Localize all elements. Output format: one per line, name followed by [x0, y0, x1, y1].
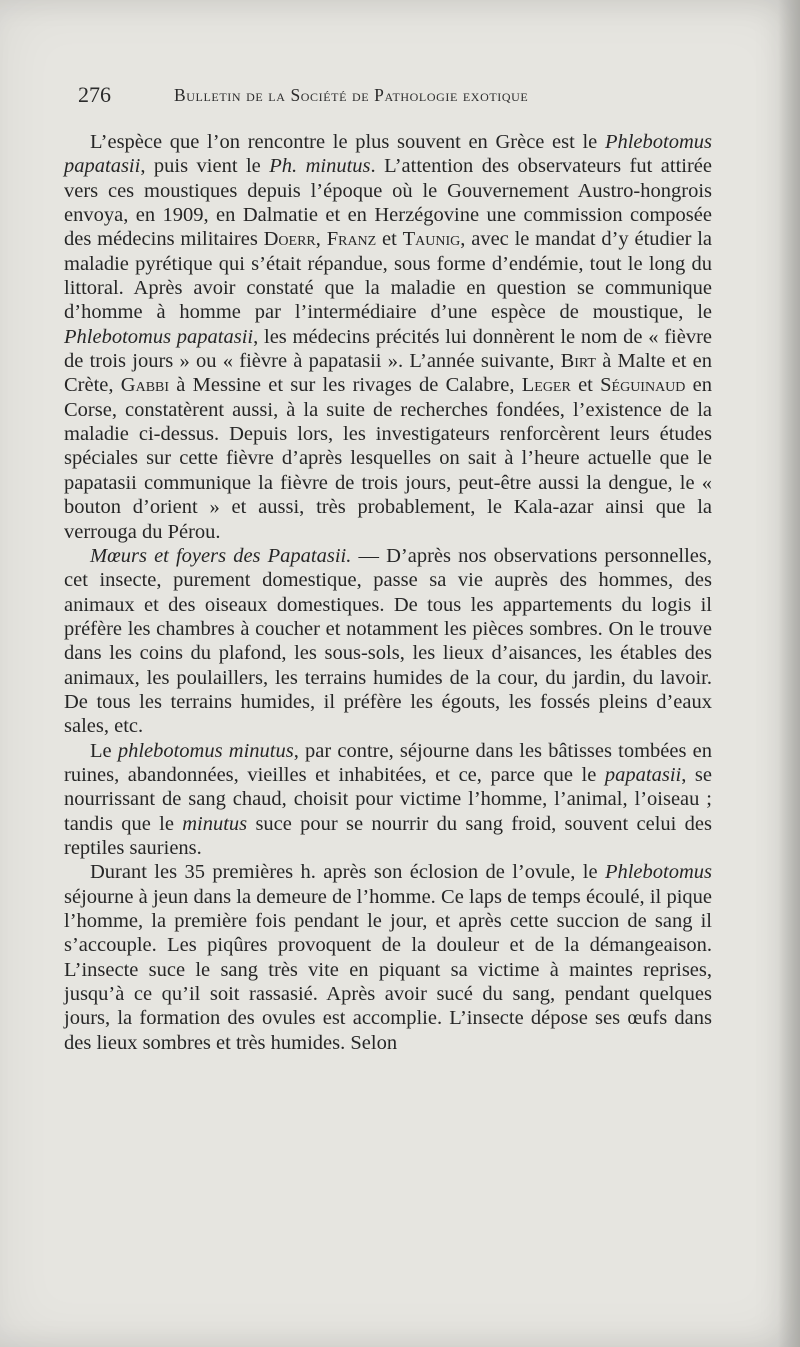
text-run: Le: [90, 739, 118, 762]
text-run: séjourne à jeun dans la demeure de l’homme. Ce laps de temps écoulé, il pique l’homme, la première fois pendant le jour, et après cette succion de sang il s’accouple. Les piqûres provoquent de la douleur et de la démangeaison. L’insecte suce le sang très vite en piquant sa victime à maintes reprises, jusqu’à ce qu’il soit rassasié. Après avoir sucé du sang, pendant quelques jours, la formation des ovules est accomplie. L’insecte dépose ses œufs dans des lieux sombres et très humides. Selon: [64, 885, 712, 1054]
text-run: Durant les 35 premières h. après son éclosion de l’ovule, le: [90, 861, 605, 884]
author-name: Leger: [521, 374, 571, 397]
running-title: Bulletin de la Société de Pathologie exotique: [174, 85, 529, 105]
text-run: en Corse, constatèrent aussi, à la suite de recherches fondées, l’existence de la maladie ci-dessus. Depuis lors, les investigateurs renforcèrent leurs études spéciales sur cette fièvre d’après lesquelles on sait à l’heure actuelle que le papatasii communique la fièvre de trois jours, peut-être aussi la dengue, le « bouton d’orient » et aussi, très probablement, le Kala-azar ainsi que la verrouga du Pérou.: [64, 374, 713, 543]
italic-text: Mœurs et foyers des Papatasii.: [90, 544, 352, 567]
text-run: et: [570, 374, 601, 397]
page-number: 276: [78, 82, 111, 107]
author-name: Taunig: [402, 228, 461, 251]
text-run: . L’attention des observateurs fut attirée vers ces moustiques depuis l’époque où le Gouvernement Austro-hongrois envoya, en 1909, en Dalmatie et en Herzégovine une commission composée des médecins militaires: [64, 155, 712, 251]
text-run: L’espèce que l’on rencontre le plus souvent en Grèce est le: [90, 131, 605, 153]
body-text: [64, 130, 712, 1055]
author-name: Doerr: [263, 228, 316, 251]
italic-text: Phlebotomus papatasii: [64, 131, 712, 178]
italic-text: Phlebotomus papatasii: [64, 325, 254, 348]
author-name: Gabbi: [120, 374, 170, 397]
paragraph: [64, 739, 712, 861]
italic-text: minutus: [182, 812, 248, 835]
italic-text: papatasii: [604, 763, 682, 786]
text-run: , avec le mandat d’y étudier la maladie pyrétique qui s’était répandue, sous forme d’endémie, tout le long du littoral. Après avoir constaté que la maladie en question se communique d’homme à homme par l’intermédiaire d’une espèce de moustique, le: [64, 228, 712, 324]
page-gutter-shadow: [778, 0, 800, 1347]
italic-text: Phlebotomus: [604, 861, 712, 884]
text-run: , se nourrissant de sang chaud, choisit pour victime l’homme, l’animal, l’oiseau ; tandis que le: [64, 763, 712, 835]
author-name: Birt: [560, 350, 596, 373]
italic-text: phlebotomus minutus: [117, 739, 294, 762]
text-run: — D’après nos observations personnelles, cet insecte, purement domestique, passe sa vie auprès des hommes, des animaux et des oiseaux domestiques. De tous les appartements du logis il préfère les chambres à coucher et notamment les pièces sombres. On le trouve dans les coins du plafond, les sous-sols, les lieux d’aisances, les étables des animaux, les poulaillers, les terrains humides de la cour, du jardin, du lavoir. De tous les terrains humides, il préfère les égouts, les fossés pleins d’eaux sales, etc.: [64, 544, 713, 738]
text-run: , par contre, séjourne dans les bâtisses tombées en ruines, abandonnées, vieilles et inhabitées, et ce, parce que le: [64, 739, 712, 786]
text-run: ,: [315, 228, 327, 251]
paragraph: [64, 130, 712, 544]
text-run: et: [376, 228, 403, 251]
text-run: suce pour se nourrir du sang froid, souvent celui des reptiles sauriens.: [64, 812, 712, 859]
text-run: , puis vient le: [140, 155, 270, 178]
page-header: [78, 82, 728, 112]
italic-text: Ph. minutus: [269, 155, 371, 178]
text-run: à Messine et sur les rivages de Calabre,: [169, 374, 522, 397]
author-name: Séguinaud: [600, 374, 686, 397]
paragraph: [64, 860, 712, 1055]
text-run: à Malte et en Crète,: [64, 350, 712, 397]
paragraph: [64, 544, 712, 739]
author-name: Franz: [326, 228, 377, 251]
text-run: , les médecins précités lui donnèrent le nom de « fièvre de trois jours » ou « fièvre à papatasii ». L’année suivante,: [64, 325, 712, 373]
